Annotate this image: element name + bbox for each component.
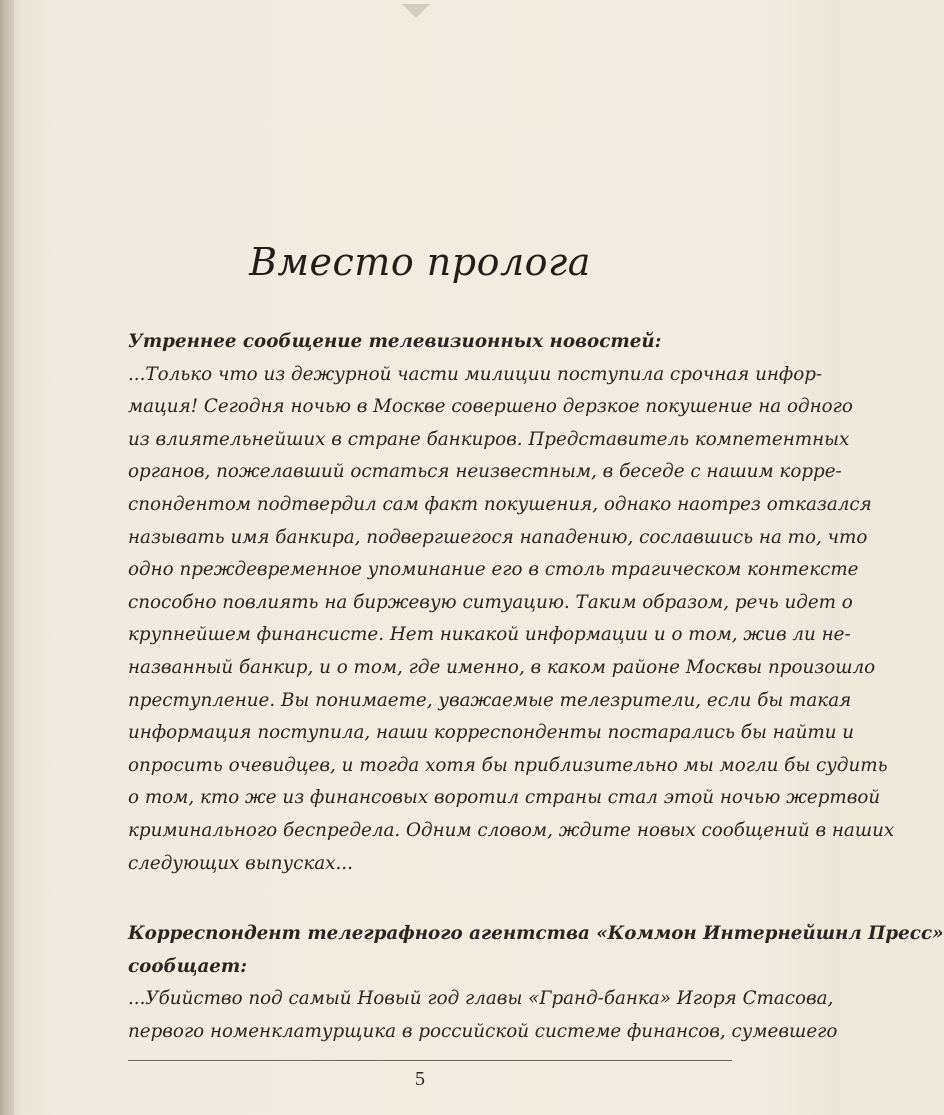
chapter-title: Вместо пролога	[249, 240, 591, 284]
agency-lead: сообщает:	[128, 955, 248, 977]
text-line: органов, пожелавший остаться неизвестным, в беседе с нашим корре-	[128, 461, 842, 483]
text-line: спондентом подтвердил сам факт покушения, однако наотрез отказался	[128, 493, 872, 515]
text-line: опросить очевидцев, и тогда хотя бы приблизительно мы могли бы судить	[128, 754, 888, 776]
page-number: 5	[415, 1068, 425, 1090]
text-line: мация! Сегодня ночью в Москве совершено дерзкое покушение на одного	[128, 396, 853, 418]
text-line: одно преждевременное упоминание его в столь трагическом контексте	[128, 559, 859, 581]
text-line: называть имя банкира, подвергшегося нападению, сославшись на то, что	[128, 526, 868, 548]
agency-block	[128, 918, 944, 1048]
agency-lead: Корреспондент телеграфного агентства «Коммон Интернейшнл Пресс»	[128, 923, 944, 944]
text-line: криминального беспредела. Одним словом, ждите новых сообщений в наших	[128, 819, 895, 841]
text-line: преступление. Вы понимаете, уважаемые телезрители, если бы такая	[128, 689, 852, 711]
text-line: названный банкир, и о том, где именно, в каком районе Москвы произошло	[128, 656, 876, 678]
text-line: первого номенклатурщика в российской системе финансов, сумевшего	[128, 1020, 838, 1042]
book-spine-shadow	[0, 0, 14, 1115]
text-line: следующих выпусках...	[128, 852, 353, 874]
text-line: информация поступила, наши корреспонденты постарались бы найти и	[128, 722, 855, 744]
text-line: ...Только что из дежурной части милиции поступила срочная инфор-	[128, 363, 823, 385]
text-line: крупнейшем финансисте. Нет никакой информации и о том, жив ли не-	[128, 624, 851, 646]
top-ornament-icon	[402, 4, 430, 18]
text-line: из влиятельнейших в стране банкиров. Представитель компетентных	[128, 428, 850, 450]
news-block	[128, 326, 895, 880]
footer-rule	[128, 1060, 732, 1061]
text-line: ...Убийство под самый Новый год главы «Гранд-банка» Игоря Стасова,	[128, 988, 834, 1010]
news-lead: Утреннее сообщение телевизионных новостей:	[128, 331, 662, 352]
text-line: способно повлиять на биржевую ситуацию. Таким образом, речь идет о	[128, 591, 853, 613]
text-line: о том, кто же из финансовых воротил страны стал этой ночью жертвой	[128, 787, 881, 809]
